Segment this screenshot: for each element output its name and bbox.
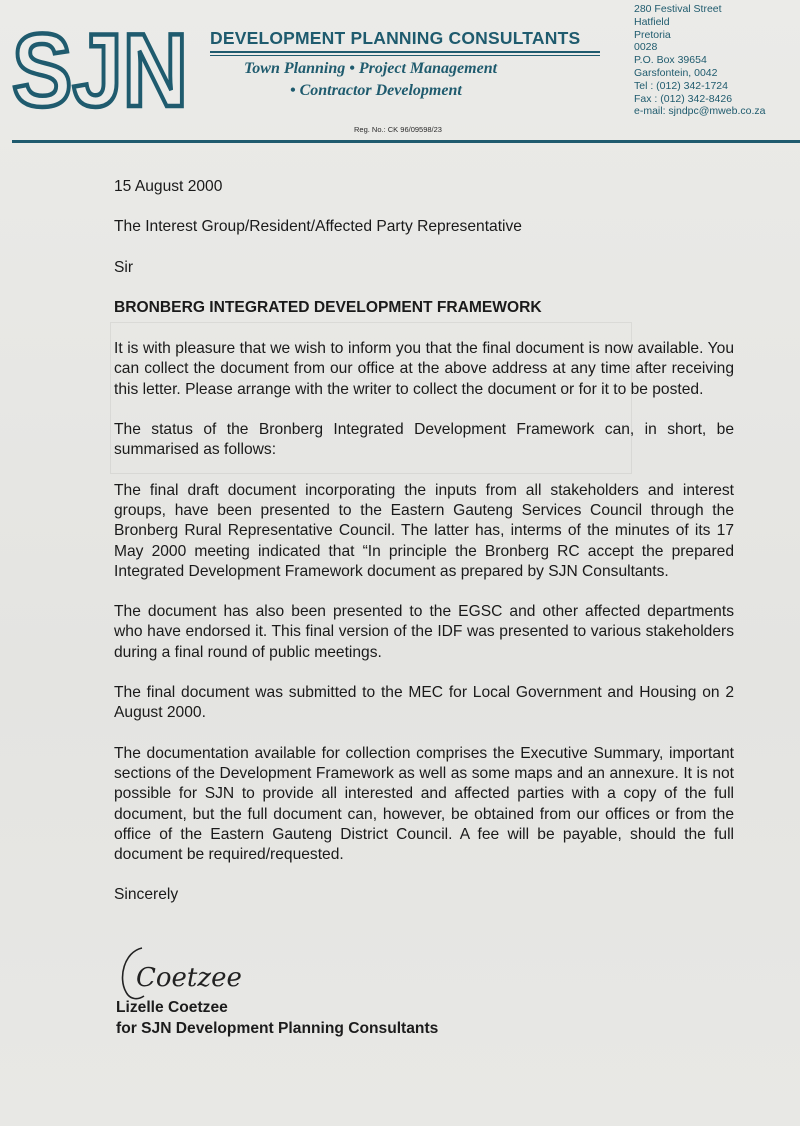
address-line: Hatfield [634, 15, 670, 28]
paragraph: The final draft document incorporating the inputs from all stakeholders and interest groups, have been presented to the Eastern Gauteng Services Council through the Bronberg Rural Representative Council. The latter has, interms of the minutes of its 17 May 2000 meeting indicated that “In principle the Bronberg RC accept the prepared Integrated Development Framework document as prepared by SJN Consultants. [114, 481, 734, 580]
signer-name: Lizelle Coetzee [116, 999, 228, 1016]
paragraph: The status of the Bronberg Integrated Development Framework can, in short, be summarised as follows: [114, 421, 734, 459]
salutation: Sir [114, 258, 134, 276]
address-line: Garsfontein, 0042 [634, 66, 718, 79]
paragraph: The documentation available for collection comprises the Executive Summary, important sections of the Development Framework as well as some maps and an annexure. It is not possible for SJN to provide all interested and affected parties with a copy of the full document, but the full document can, however, be obtained from our offices or from the office of the Eastern Gauteng District Council. A fee will be payable, should the full document be required/requested. [114, 744, 734, 864]
firm-rule [210, 51, 600, 53]
closing: Sincerely [114, 886, 179, 904]
sjn-logo [10, 13, 190, 129]
signature-text: Coetzee [136, 963, 242, 993]
signer-firm: for SJN Development Planning Consultants [116, 1020, 439, 1037]
logo-text: SJN [12, 13, 188, 129]
email-line: e-mail: sjndpc@mweb.co.za [634, 105, 766, 118]
paragraph: The document has also been presented to the EGSC and other affected departments who have endorsed it. This final version of the IDF was presented to various stakeholders during a final round of public meetings. [114, 603, 734, 661]
subject-heading: BRONBERG INTEGRATED DEVELOPMENT FRAMEWORK [114, 298, 542, 316]
addressee: The Interest Group/Resident/Affected Party Representative [114, 218, 522, 236]
phone-line: Tel : (012) 342-1724 [634, 79, 728, 92]
header-rule [12, 140, 800, 143]
registration-number: Reg. No.: CK 96/09598/23 [354, 125, 442, 134]
tagline-line-2: • Contractor Development [290, 82, 462, 99]
address-line: 0028 [634, 41, 658, 54]
paragraph: The final document was submitted to the MEC for Local Government and Housing on 2 August 2000. [114, 684, 734, 722]
paragraph: It is with pleasure that we wish to inform you that the final document is now available. You can collect the document from our office at the above address at any time after receiving this letter. Please arrange with the writer to collect the document or for it to be posted. [114, 340, 734, 398]
tagline-line-1: Town Planning • Project Management [244, 60, 498, 77]
firm-name: DEVELOPMENT PLANNING CONSULTANTS [210, 28, 581, 48]
address-line: 280 Festival Street [634, 3, 722, 15]
address-line: P.O. Box 39654 [634, 54, 707, 67]
fax-line: Fax : (012) 342-8426 [634, 92, 733, 105]
address-line: Pretoria [634, 28, 671, 41]
address-block [634, 3, 765, 118]
firm-rule-thin [210, 55, 600, 56]
letter-date: 15 August 2000 [114, 178, 223, 195]
letter-body [114, 177, 734, 906]
